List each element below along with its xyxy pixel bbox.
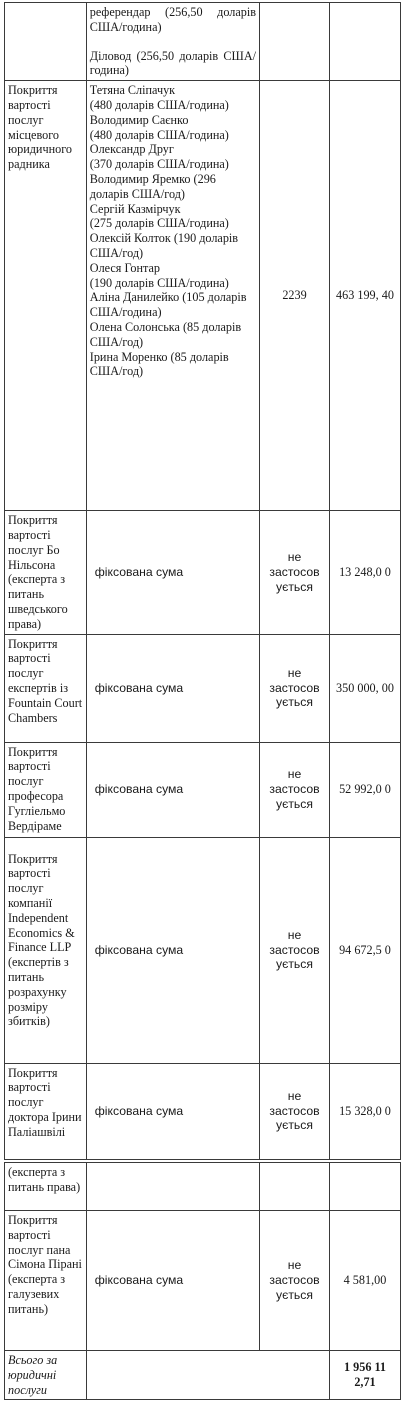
fees-table-part-2 <box>4 1162 401 1400</box>
service-cell: Покриття вартості послуг експертів із Fountain Court Chambers <box>5 634 87 742</box>
lawyer-list-cell <box>86 81 259 511</box>
rate-cell <box>86 3 259 81</box>
hours-cell: не застосов ується <box>260 837 330 1063</box>
service-cell: Покриття вартості послуг професора Гугліельмо Вердіраме <box>5 742 87 837</box>
lawyer-rate: (370 доларів США/година) <box>89 157 229 172</box>
table-row <box>5 742 401 837</box>
lawyer-name-rate: Аліна Данилейко (105 доларів США/година) <box>89 290 247 320</box>
service-cell: Покриття вартості послуг місцевого юридичного радника <box>5 81 87 511</box>
rate-cell: фіксована сума <box>86 634 259 742</box>
lawyer-name: Тетяна Сліпачук <box>89 83 176 98</box>
service-cell: Покриття вартості послуг компанії Independent Economics & Finance LLP (експертів з питань розрахунку розміру збитків) <box>5 837 87 1063</box>
amount-cell: 463 199, 40 <box>329 81 400 511</box>
service-cell: Покриття вартості послуг доктора Ірини Паліашвілі <box>5 1063 87 1159</box>
amount-cell: 13 248,0 0 <box>329 511 400 634</box>
lawyer-name: Олександр Друг <box>89 142 174 157</box>
hours-cell: не застосов ується <box>260 1211 330 1351</box>
table-row <box>5 511 401 634</box>
amount-cell: 4 581,00 <box>329 1211 400 1351</box>
lawyer-name: Володимир Саєнко <box>89 112 189 127</box>
service-cell: (експерта з питань права) <box>5 1163 87 1211</box>
rate-cell: фіксована сума <box>86 511 259 634</box>
rate-line <box>90 35 256 49</box>
total-label: Всього за юридичні послуги <box>5 1351 87 1400</box>
hours-cell: не застосов ується <box>260 511 330 634</box>
rate-cell <box>86 1163 259 1211</box>
hours-cell: 2239 <box>260 81 330 511</box>
amount-cell <box>329 1163 400 1211</box>
amount-cell <box>329 3 400 81</box>
rate-cell: фіксована сума <box>86 837 259 1063</box>
hours-cell: не застосов ується <box>260 742 330 837</box>
lawyer-name-rate: Ірина Моренко (85 доларів США/год) <box>89 349 229 379</box>
hours-cell <box>260 3 330 81</box>
service-cell <box>5 3 87 81</box>
table-row <box>5 81 401 511</box>
total-row <box>5 1351 401 1400</box>
service-cell: Покриття вартості послуг Бо Нільсона (експерта з питань шведського права) <box>5 511 87 634</box>
rate-cell: фіксована сума <box>86 1211 259 1351</box>
lawyer-name-rate: Володимир Яремко (296 доларів США/год) <box>89 171 216 201</box>
table-row <box>5 634 401 742</box>
total-value: 1 956 11 2,71 <box>329 1351 400 1400</box>
rate-cell: фіксована сума <box>86 1063 259 1159</box>
lawyer-name: Сергій Казмірчук <box>89 201 181 216</box>
hours-cell: не застосов ується <box>260 634 330 742</box>
lawyer-name-rate: Олена Солонська (85 доларів США/год) <box>89 319 242 349</box>
amount-cell: 52 992,0 0 <box>329 742 400 837</box>
rate-cell: фіксована сума <box>86 742 259 837</box>
table-row <box>5 837 401 1063</box>
table-row <box>5 3 401 81</box>
rate-line: референдар (256,50 доларів США/година) <box>89 5 257 34</box>
lawyer-rate: (480 доларів США/година) <box>89 97 229 112</box>
table-row <box>5 1211 401 1351</box>
rate-line: Діловод (256,50 доларів США/година) <box>89 48 257 78</box>
amount-cell: 94 672,5 0 <box>329 837 400 1063</box>
table-row <box>5 1063 401 1159</box>
table-row <box>5 1163 401 1211</box>
amount-cell: 15 328,0 0 <box>329 1063 400 1159</box>
lawyer-name-rate: Олексій Колток (190 доларів США/год) <box>89 231 239 260</box>
hours-cell <box>260 1163 330 1211</box>
lawyer-rate: (275 доларів США/година) <box>89 216 229 231</box>
service-cell: Покриття вартості послуг пана Сімона Пірані (експерта з галузевих питань) <box>5 1211 87 1351</box>
lawyer-rate: (480 доларів США/година) <box>89 127 229 142</box>
fees-table-part-1 <box>4 2 401 1160</box>
total-empty-cell <box>86 1351 329 1400</box>
amount-cell: 350 000, 00 <box>329 634 400 742</box>
hours-cell: не застосов ується <box>260 1063 330 1159</box>
lawyer-rate: (190 доларів США/година) <box>89 275 229 290</box>
lawyer-name: Олеся Гонтар <box>89 260 161 275</box>
